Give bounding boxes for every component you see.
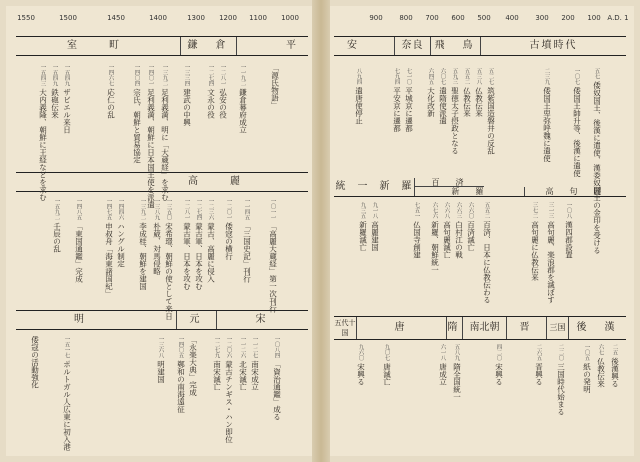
entry: 一五四九 ザビエル来日 <box>62 64 72 134</box>
entry: 「永楽大典」完成 <box>188 336 198 396</box>
entry: 一二〇六 蒙古チンギス・ハン即位 <box>224 336 234 443</box>
scale-tick: 1550 <box>17 14 35 22</box>
entry: 九六〇 宋興る <box>356 344 366 386</box>
entry: 一二七四 文永の役 <box>206 64 216 119</box>
entry: 一二三六 蒙古、高麗に侵入 <box>206 198 216 283</box>
period-goguryeo: 高 句 麗 <box>524 187 626 196</box>
scale-tick: 1200 <box>219 14 237 22</box>
entry: 一四八五 「東国通鑑」完成 <box>74 198 84 283</box>
entry: 八九四 遣唐使停止 <box>354 68 364 125</box>
scale-tick: 600 <box>451 14 465 22</box>
entry: 「源氏物語」 <box>270 64 280 109</box>
book-gutter <box>312 0 330 462</box>
scale-tick: 300 <box>535 14 549 22</box>
entry: 一四六七 応仁の乱 <box>106 64 116 119</box>
korea-entries <box>16 198 308 320</box>
entry: 一一二六 北宋滅亡 <box>238 336 248 391</box>
period-kofun: 古墳時代 <box>480 37 626 55</box>
entry: 六七六 新羅、朝鮮統一 <box>430 202 440 274</box>
period-tang: 唐 <box>356 317 446 339</box>
entry: 五七 倭奴国王、後漢に遣使、漢委奴国王の金印を受ける <box>592 68 602 254</box>
scale-tick: 1450 <box>107 14 125 22</box>
entry: 三一三 高句麗、楽浪郡を滅ぼす <box>546 202 556 304</box>
entry: 一五一七 ポルトガル人広東に初入港 <box>62 336 72 451</box>
period-asuka: 飛 鳥 <box>430 37 480 55</box>
entry: 一四〇五 鄭和の南海遠征 <box>176 336 186 413</box>
period-three-kingdoms: 三国 <box>546 317 568 339</box>
entry: 一四七五 申叔舟「海東諸国紀」 <box>104 198 114 298</box>
entry: 一五四九 鉄砲伝来 <box>50 64 60 119</box>
period-five-dynasties: 五代十国 <box>334 319 356 337</box>
korea-entries <box>334 202 626 302</box>
period-song: 宋 <box>216 311 308 329</box>
entry: 六六〇 百済滅亡 <box>466 202 476 251</box>
entry: 三七二 高句麗に仏教伝来 <box>530 202 540 281</box>
entry: 二六五 晋興る <box>534 344 544 386</box>
entry: 一一九二 鎌倉幕府成立 <box>238 64 248 134</box>
period-kamakura: 鎌 倉 <box>180 37 236 55</box>
entry: 一四四六 ハングル制定 <box>116 198 126 268</box>
entry: 四二〇 宋興る <box>494 344 504 386</box>
scale-tick: 900 <box>369 14 383 22</box>
entry: 一二八一 蒙古軍、日本を攻む <box>182 198 192 290</box>
period-baekje: 百 済 <box>414 178 484 187</box>
entry: 一二〇一 倭寇の横行 <box>224 198 234 260</box>
scale-tick: 100 <box>587 14 601 22</box>
entry: 五五二 仏教伝来 <box>462 68 472 117</box>
entry: 一三九二 足利義満、明に「大蔵経」を求む <box>160 64 170 201</box>
japan-period-bar <box>16 36 308 56</box>
entry: 六一八 唐成立 <box>438 344 448 386</box>
period-heian: 安 <box>347 40 361 51</box>
entry: 七五一 仏国寺創建 <box>412 202 422 259</box>
entry: 五三八 仏教伝来 <box>474 68 484 117</box>
entry: 一〇一一 「高麗大蔵経」第一次刊行 <box>268 198 278 313</box>
scale-tick: 400 <box>505 14 519 22</box>
right-page <box>330 6 634 456</box>
entry: 五八九 隋全国統一 <box>452 344 462 401</box>
china-entries <box>16 336 308 451</box>
entry: 一五九二 壬辰の乱 <box>52 198 62 253</box>
period-goryeo: 高 麗 <box>188 176 244 187</box>
entry: 一四〇一 足利義満、朝鮮に日本国王使を派遣 <box>146 64 156 209</box>
china-entries <box>334 344 626 448</box>
entry: 二二〇 三国時代始まる <box>556 344 566 416</box>
scale-tick: 1100 <box>249 14 267 22</box>
entry: 一三五〇 宋希璟、朝鮮の使として来日 <box>164 198 174 320</box>
left-page <box>6 6 312 456</box>
entry: 一二七四 蒙古軍、日本を攻む <box>194 198 204 290</box>
period-muromachi: 室 町 <box>67 40 123 51</box>
japan-period-bar <box>334 36 626 56</box>
entry: 六六八 高句麗滅亡 <box>442 202 452 259</box>
period-heian: 平 <box>236 37 308 55</box>
period-jin: 晋 <box>506 317 546 339</box>
entry: 一一四五 「三国史記」刊行 <box>242 198 252 283</box>
entry: 一三九二 李成桂、朝鮮を建国 <box>138 198 148 290</box>
entry: 六六三 白村江の戦 <box>454 202 464 259</box>
entry: 五五二 百済、日本に仏教伝わる <box>482 202 492 304</box>
period-ming: 明 <box>74 314 88 325</box>
period-sui: 隋 <box>446 317 462 339</box>
entry: 九一八 高麗建国 <box>370 202 380 251</box>
period-unified-silla: 統 一 新 羅 <box>335 181 413 192</box>
entry: 一〇八四 「資治通鑑」成る <box>272 336 282 421</box>
entry: 六四五 大化改新 <box>426 68 436 117</box>
entry: 一五四三 大内義隆、朝鮮に王経などを求む <box>38 64 48 201</box>
entry: 七九四 平安京に遷都 <box>392 68 402 132</box>
entry: 六七 仏教伝来 <box>596 344 606 388</box>
entry: 一〇五 紙の発明 <box>582 344 592 393</box>
entry: 五二七 筑紫国造磐井の反乱 <box>486 68 496 155</box>
scale-tick: 500 <box>477 14 491 22</box>
scale-tick: 1500 <box>59 14 77 22</box>
entry: 一二七九 南宋滅亡 <box>212 336 222 391</box>
entry: 一一二七 南宋成立 <box>250 336 260 391</box>
scale-tick: 1000 <box>281 14 299 22</box>
entry: 一三八九 朴葳、対馬侵略 <box>152 198 162 275</box>
entry: 五九三 聖徳太子摂政となる <box>450 68 460 155</box>
china-period-bar <box>16 310 308 330</box>
scale-tick: 800 <box>399 14 413 22</box>
scale-tick: 700 <box>425 14 439 22</box>
entry: 九三五 新羅滅亡 <box>358 202 368 251</box>
entry: 一二八一 弘安の役 <box>218 64 228 119</box>
scale-tick: 200 <box>561 14 575 22</box>
entry: 二五 後漢興る <box>610 344 620 388</box>
korea-period-bar <box>334 178 626 197</box>
scale-tick: 1400 <box>149 14 167 22</box>
entry: 一三三四 建武の中興 <box>182 64 192 126</box>
entry: 六〇七 遣隋使派遣 <box>438 68 448 125</box>
entry: 七一〇 平城京に遷都 <box>404 68 414 132</box>
period-yuan: 元 <box>176 311 216 329</box>
period-silla: 新 羅 <box>414 187 524 196</box>
entry: 一三六八 明建国 <box>156 336 166 383</box>
period-nara: 奈良 <box>394 37 430 55</box>
scale-tick: A.D. 1 <box>607 14 629 22</box>
period-northern-southern: 南北朝 <box>462 317 506 339</box>
entry: 一四〇四 宗氏、朝鮮と貿易協定 <box>132 64 142 164</box>
entry: 一〇八 漢四郡設置 <box>564 202 574 259</box>
entry: 二三九 倭国王卑弥呼魏に遣使 <box>542 68 552 162</box>
korea-period-bar <box>16 172 308 192</box>
entry: 九〇七 唐滅亡 <box>382 344 392 386</box>
entry: 倭寇の活動強化 <box>30 336 40 389</box>
china-period-bar <box>334 316 626 340</box>
period-later-han: 後 漢 <box>568 317 626 339</box>
scale-tick: 1300 <box>187 14 205 22</box>
entry: 一〇七 倭国王帥升等、後漢に遣使 <box>572 68 582 177</box>
